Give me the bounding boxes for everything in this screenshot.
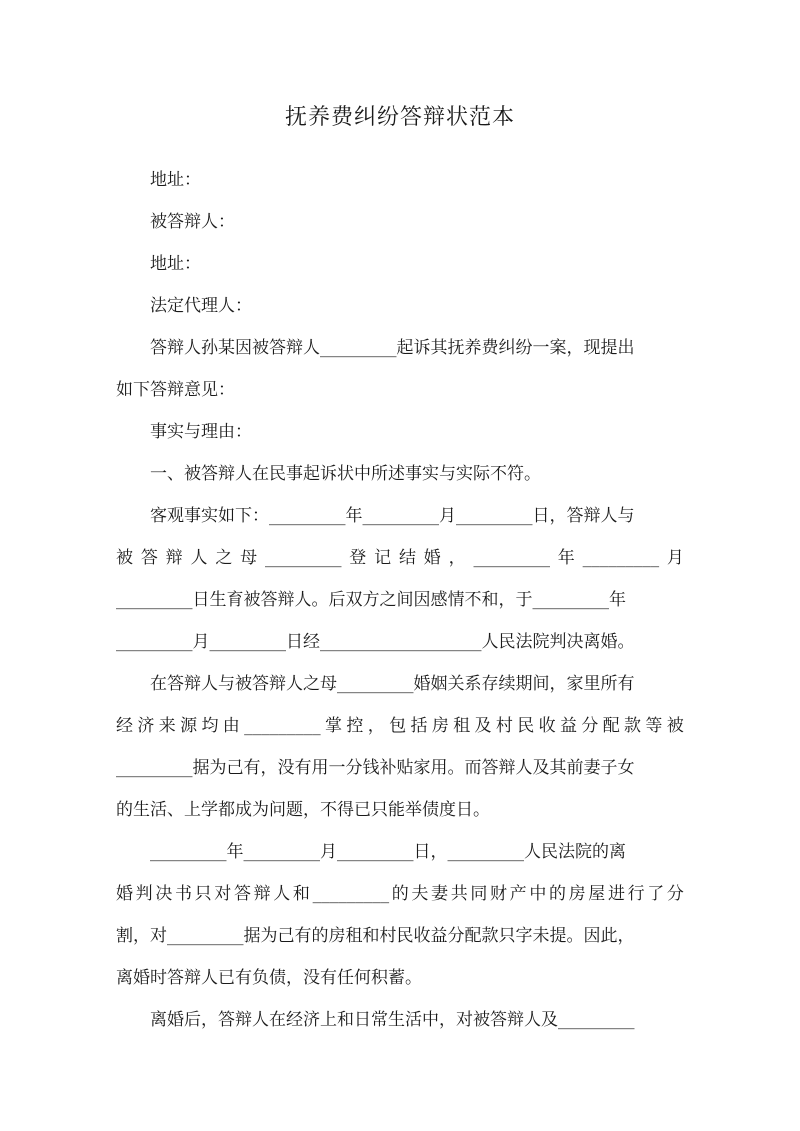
legal-representative-line: 法定代理人：: [150, 296, 252, 316]
paragraph-line: 答辩人孙某因被答辩人_________起诉其抚养费纠纷一案，现提出: [150, 338, 635, 358]
paragraph-line: 离婚后，答辩人在经济上和日常生活中，对被答辩人及_________: [150, 1010, 635, 1030]
paragraph-line: 离婚时答辩人已有负债，没有任何积蓄。: [116, 968, 422, 988]
document-title: 抚养费纠纷答辩状范本: [284, 105, 515, 130]
paragraph-line: 被 答 辩 人 之 母 _________ 登 记 结 婚 ， _________ 年 _________ 月: [116, 548, 684, 568]
address-line-2: 地址：: [150, 254, 201, 274]
paragraph-line: 在答辩人与被答辩人之母_________婚姻关系存续期间，家里所有: [150, 674, 635, 694]
paragraph-line: 的生活、上学都成为问题，不得已只能举债度日。: [116, 800, 490, 820]
paragraph-line: 一、被答辩人在民事起诉状中所述事实与实际不符。: [150, 464, 541, 484]
paragraph-line: 如下答辩意见：: [116, 380, 235, 400]
paragraph-line: _________年_________月_________日，_________人民法院的离: [150, 842, 626, 862]
paragraph-line: 客观事实如下：_________年_________月_________日，答辩人与: [150, 506, 635, 526]
paragraph-line: 割，对_________据为己有的房租和村民收益分配款只字未提。因此，: [116, 926, 635, 946]
section-heading: 事实与理由：: [150, 422, 252, 442]
address-line: 地址：: [150, 170, 201, 190]
paragraph-line: _________据为己有，没有用一分钱补贴家用。而答辩人及其前妻子女: [116, 758, 635, 778]
paragraph-line: _________日生育被答辩人。后双方之间因感情不和，于_________年: [116, 590, 626, 610]
paragraph-line: 经 济 来 源 均 由 _________ 掌 控 ， 包 括 房 租 及 村 民 收 益 分 配 款 等 被: [116, 716, 684, 736]
paragraph-line: _________月_________日经___________________人民法院判决离婚。: [116, 632, 635, 652]
respondent-line: 被答辩人：: [150, 212, 235, 232]
paragraph-line: 婚 判 决 书 只 对 答 辩 人 和 _________ 的 夫 妻 共 同 财 产 中 的 房 屋 进 行 了 分: [116, 884, 684, 904]
